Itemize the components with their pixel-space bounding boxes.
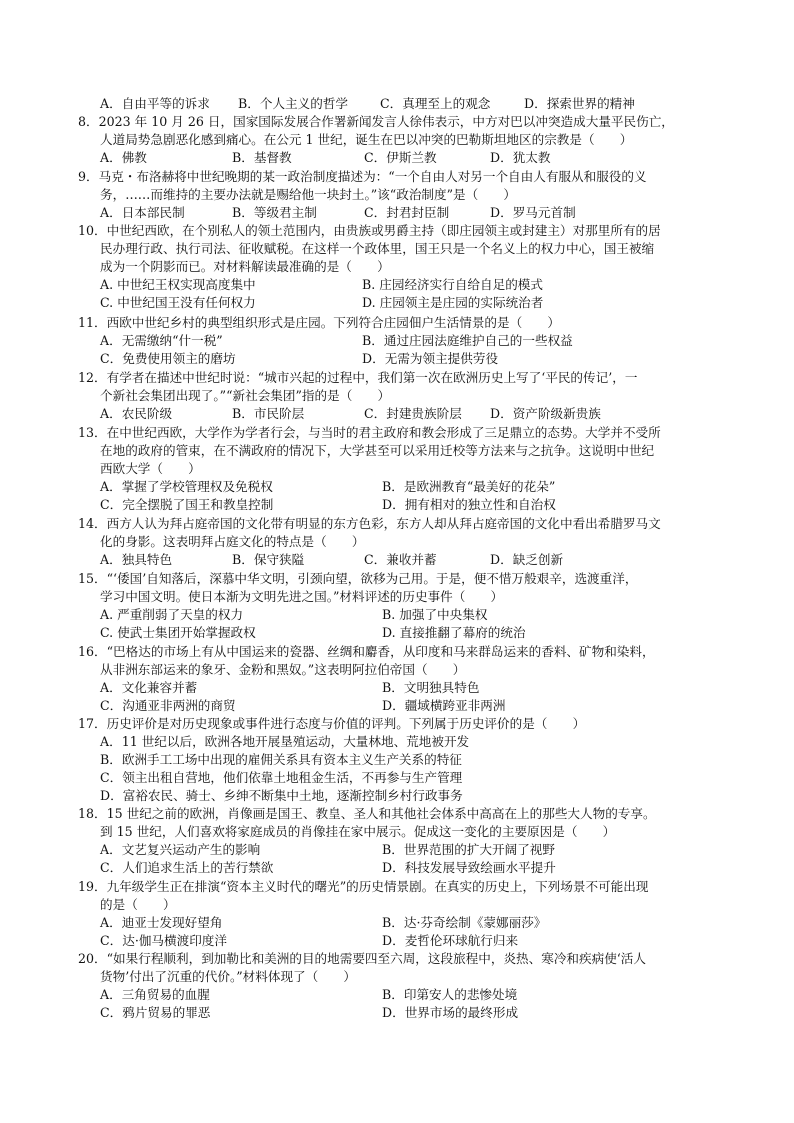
q17-stem-line: 17．历史评价是对历史现象或事件进行态度与价值的评判。下列属于历史评价的是（ ） (78, 716, 586, 731)
question-7 (78, 95, 728, 113)
question-13 (78, 424, 728, 514)
q15-option-b[interactable]: B. 加强了中央集权 (382, 607, 488, 622)
question-14 (78, 515, 728, 569)
q8-option-d[interactable]: D．犹太教 (490, 150, 551, 165)
q15-options-row-2 (100, 624, 728, 642)
q18-stem-line: 到 15 世纪，人们喜欢将家庭成员的肖像挂在家中展示。促成这一变化的主要原因是（ ） (100, 824, 616, 839)
q7-option-a[interactable]: A．自由平等的诉求 (100, 96, 210, 111)
q20-option-a[interactable]: A．三角贸易的血腥 (100, 987, 210, 1002)
q13-options-row-2 (100, 496, 728, 514)
q19-option-c[interactable]: C．达·伽马横渡印度洋 (100, 933, 227, 948)
q14-stem-line: 化的身影。这表明拜占庭文化的特点是（ ） (100, 534, 365, 549)
q15-option-c[interactable]: C. 使武士集团开始掌握政权 (100, 625, 256, 640)
q15-stem-line: 学习中国文明。使日本渐为文明先进之国。”材料评述的历史事件（ ） (100, 589, 504, 604)
q11-option-c[interactable]: C．免费使用领主的磨坊 (100, 351, 236, 366)
q13-options-row-1 (100, 478, 728, 496)
q17-option-d[interactable]: D．富裕农民、骑士、乡绅不断集中土地，逐渐控制乡村行政事务 (100, 788, 463, 803)
question-15 (78, 570, 728, 642)
q12-option-d[interactable]: D．资产阶级新贵族 (490, 406, 601, 421)
q8-options (100, 149, 728, 167)
q18-stem-line: 18．15 世纪之前的欧洲，肖像画是国王、教皇、圣人和其他社会体系中高高在上的那些大人物的专享。 (78, 806, 656, 821)
q20-option-c[interactable]: C．鸦片贸易的罪恶 (100, 1005, 211, 1020)
question-10 (78, 222, 728, 312)
q15-stem-line: 15．“‘倭国’自知落后，深慕中华文明，引颈向望，欲移为己用。于是，便不惜万般艰辛，选渡重洋， (78, 571, 638, 586)
question-20 (78, 950, 728, 1022)
q13-option-d[interactable]: D．拥有相对的独立性和自治权 (382, 497, 556, 512)
q16-options-row-1 (100, 679, 728, 697)
q16-stem-line: 从非洲东部运来的象牙、金粉和黑奴。”这表明阿拉伯帝国（ ） (100, 662, 466, 677)
q13-option-a[interactable]: A．掌握了学校管理权及免税权 (100, 479, 273, 494)
q20-option-b[interactable]: B．印第安人的悲惨处境 (382, 987, 518, 1002)
q10-stem-line: 10．中世纪西欧，在个别私人的领土范围内，由贵族或男爵主持（即庄园领主或封建主）对那里所有的居 (78, 223, 661, 238)
q14-option-a[interactable]: A．独具特色 (100, 552, 173, 567)
q13-stem-line: 13．在中世纪西欧，大学作为学者行会，与当时的君主政府和教会形成了三足鼎立的态势。大学并不受所 (78, 425, 661, 440)
q8-option-b[interactable]: B．基督教 (232, 150, 292, 165)
q16-option-b[interactable]: B．文明独具特色 (382, 680, 480, 695)
q16-option-a[interactable]: A．文化兼容并蓄 (100, 680, 198, 695)
q18-options-row-2 (100, 859, 728, 877)
q7-option-b[interactable]: B．个人主义的哲学 (238, 96, 349, 111)
q18-options-row-1 (100, 841, 728, 859)
q14-option-b[interactable]: B．保守狭隘 (232, 552, 305, 567)
q12-stem-line: 12．有学者在描述中世纪时说：“城市兴起的过程中，我们第一次在欧洲历史上写了‘平民的传记’，一 (78, 370, 638, 385)
q10-options-row-2 (100, 294, 728, 312)
q13-stem-line: 在地的政府的管束，在不满政府的情况下，大学甚至可以采用迁校等方法来与之抗争。这说明中世纪 (100, 443, 655, 458)
q10-option-b[interactable]: B. 庄园经济实行自给自足的模式 (362, 277, 543, 292)
q11-option-b[interactable]: B．通过庄园法庭维护自己的一些权益 (362, 333, 573, 348)
q10-option-a[interactable]: A. 中世纪王权实现高度集中 (100, 277, 256, 292)
question-8 (78, 113, 728, 167)
q10-option-c[interactable]: C. 中世纪国王没有任何权力 (100, 295, 256, 310)
q8-option-a[interactable]: A．佛教 (100, 150, 147, 165)
q16-options-row-2 (100, 697, 728, 715)
q15-option-a[interactable]: A. 严重削弱了天皇的权力 (100, 607, 244, 622)
q19-options-row-1 (100, 914, 728, 932)
q19-stem-line: 的是（ ） (100, 897, 176, 912)
question-9 (78, 168, 728, 222)
q13-stem-line: 西欧大学（ ） (100, 461, 201, 476)
question-11 (78, 314, 728, 368)
q18-option-a[interactable]: A．文艺复兴运动产生的影响 (100, 842, 261, 857)
question-16 (78, 643, 728, 715)
q10-stem-line: 成为一个阴影而已。对材料解读最准确的是（ ） (100, 259, 390, 274)
q14-stem-line: 14．西方人认为拜占庭帝国的文化带有明显的东方色彩，东方人却从拜占庭帝国的文化中看出希腊罗马文 (78, 516, 661, 531)
q11-options-row-2 (100, 350, 728, 368)
q14-option-c[interactable]: C．兼收并蓄 (364, 552, 437, 567)
q12-option-a[interactable]: A．农民阶级 (100, 406, 173, 421)
q12-options (100, 405, 728, 423)
q16-option-c[interactable]: C．沟通亚非两洲的商贸 (100, 698, 236, 713)
q13-option-b[interactable]: B．是欧洲教育“最美好的花朵” (382, 479, 556, 494)
q13-option-c[interactable]: C．完全摆脱了国王和教皇控制 (100, 497, 274, 512)
q19-stem-line: 19．九年级学生正在排演“资本主义时代的曙光”的历史情景剧。在真实的历史上，下列场景不可能出现 (78, 879, 649, 894)
q20-stem-line: 货物’付出了沉重的代价。”材料体现了（ ） (100, 969, 357, 984)
q12-stem-line: 个新社会集团出现了。”“新社会集团”指的是（ ） (100, 388, 391, 403)
q12-option-c[interactable]: C．封建贵族阶层 (364, 406, 462, 421)
q20-stem-line: 20．“如果行程顺利，到加勒比和美洲的目的地需要四至六周，这段旅程中，炎热、寒冷和疾病使‘活人 (78, 951, 646, 966)
q18-option-c[interactable]: C．人们追求生活上的苦行禁欲 (100, 860, 274, 875)
q8-stem-line: 人道局势急剧恶化感到痛心。在公元 1 世纪，诞生在巴以冲突的巴勒斯坦地区的宗教是（ ） (100, 132, 633, 147)
question-17 (78, 715, 728, 805)
q10-stem-line: 民办理行政、执行司法、征收赋税。在这样一个政体里，国王只是一个名义上的权力中心，国王被缩 (100, 241, 655, 256)
q14-options (100, 551, 728, 569)
q15-option-d[interactable]: D. 直接推翻了幕府的统治 (382, 625, 526, 640)
q11-stem-line: 11．西欧中世纪乡村的典型组织形式是庄园。下列符合庄园佃户生活情景的是（ ） (78, 315, 560, 330)
q7-option-c[interactable]: C．真理至上的观念 (380, 96, 491, 111)
q8-option-c[interactable]: C．伊斯兰教 (364, 150, 437, 165)
q7-option-d[interactable]: D．探索世界的精神 (524, 96, 635, 111)
q10-option-d[interactable]: D. 庄园领主是庄园的实际统治者 (362, 295, 544, 310)
q11-options-row-1 (100, 332, 728, 350)
q11-option-d[interactable]: D．无需为领主提供劳役 (362, 351, 499, 366)
q19-option-d[interactable]: D．麦哲伦环球航行归来 (382, 933, 519, 948)
question-12 (78, 369, 728, 423)
q8-stem-line: 8．2023 年 10 月 26 日，国家国际发展合作署新闻发言人徐伟表示，中方对巴以冲突造成大量平民伤亡， (78, 114, 674, 129)
q10-options-row-1 (100, 276, 728, 294)
q19-option-b[interactable]: B．达·芬奇绘制《蒙娜丽莎》 (382, 915, 547, 930)
q17-option-b[interactable]: B．欧洲手工工场中出现的雇佣关系具有资本主义生产关系的特征 (100, 752, 462, 767)
q15-options-row-1 (100, 606, 728, 624)
q20-options-row-2 (100, 1004, 728, 1022)
q17-option-a[interactable]: A．11 世纪以后，欧洲各地开展垦殖运动，大量林地、荒地被开发 (100, 734, 470, 749)
q16-stem-line: 16．“巴格达的市场上有从中国运来的瓷器、丝绸和麝香，从印度和马来群岛运来的香料、矿物和染料， (78, 644, 655, 659)
q14-option-d[interactable]: D．缺乏创新 (490, 552, 564, 567)
q9-option-a[interactable]: A．日本部民制 (100, 205, 185, 220)
q9-option-c[interactable]: C．封君封臣制 (364, 205, 450, 220)
q16-option-d[interactable]: D．疆域横跨亚非两洲 (382, 698, 506, 713)
q9-stem-line: 务，……而维持的主要办法就是赐给他一块封土。”该“政治制度”是（ ） (100, 187, 517, 202)
q20-options-row-1 (100, 986, 728, 1004)
q9-options (100, 204, 728, 222)
q7-options (100, 95, 728, 113)
q11-option-a[interactable]: A．无需缴纳“什一税” (100, 333, 223, 348)
question-18 (78, 805, 728, 877)
q20-option-d[interactable]: D．世界市场的最终形成 (382, 1005, 519, 1020)
q9-stem-line: 9．马克・布洛赫将中世纪晚期的某一政治制度描述为：“一个自由人对另一个自由人有服从和服役的义 (78, 169, 647, 184)
q18-option-d[interactable]: D．科技发展导致绘画水平提升 (382, 860, 556, 875)
q17-option-c[interactable]: C．领主出租自营地，他们依靠土地租金生活，不再参与生产管理 (100, 770, 463, 785)
q19-option-a[interactable]: A．迪亚士发现好望角 (100, 915, 223, 930)
q9-option-b[interactable]: B．等级君主制 (232, 205, 317, 220)
question-19 (78, 878, 728, 950)
q9-option-d[interactable]: D．罗马元首制 (490, 205, 576, 220)
q12-option-b[interactable]: B．市民阶层 (232, 406, 305, 421)
q19-options-row-2 (100, 932, 728, 950)
q18-option-b[interactable]: B．世界范围的扩大开阔了视野 (382, 842, 555, 857)
